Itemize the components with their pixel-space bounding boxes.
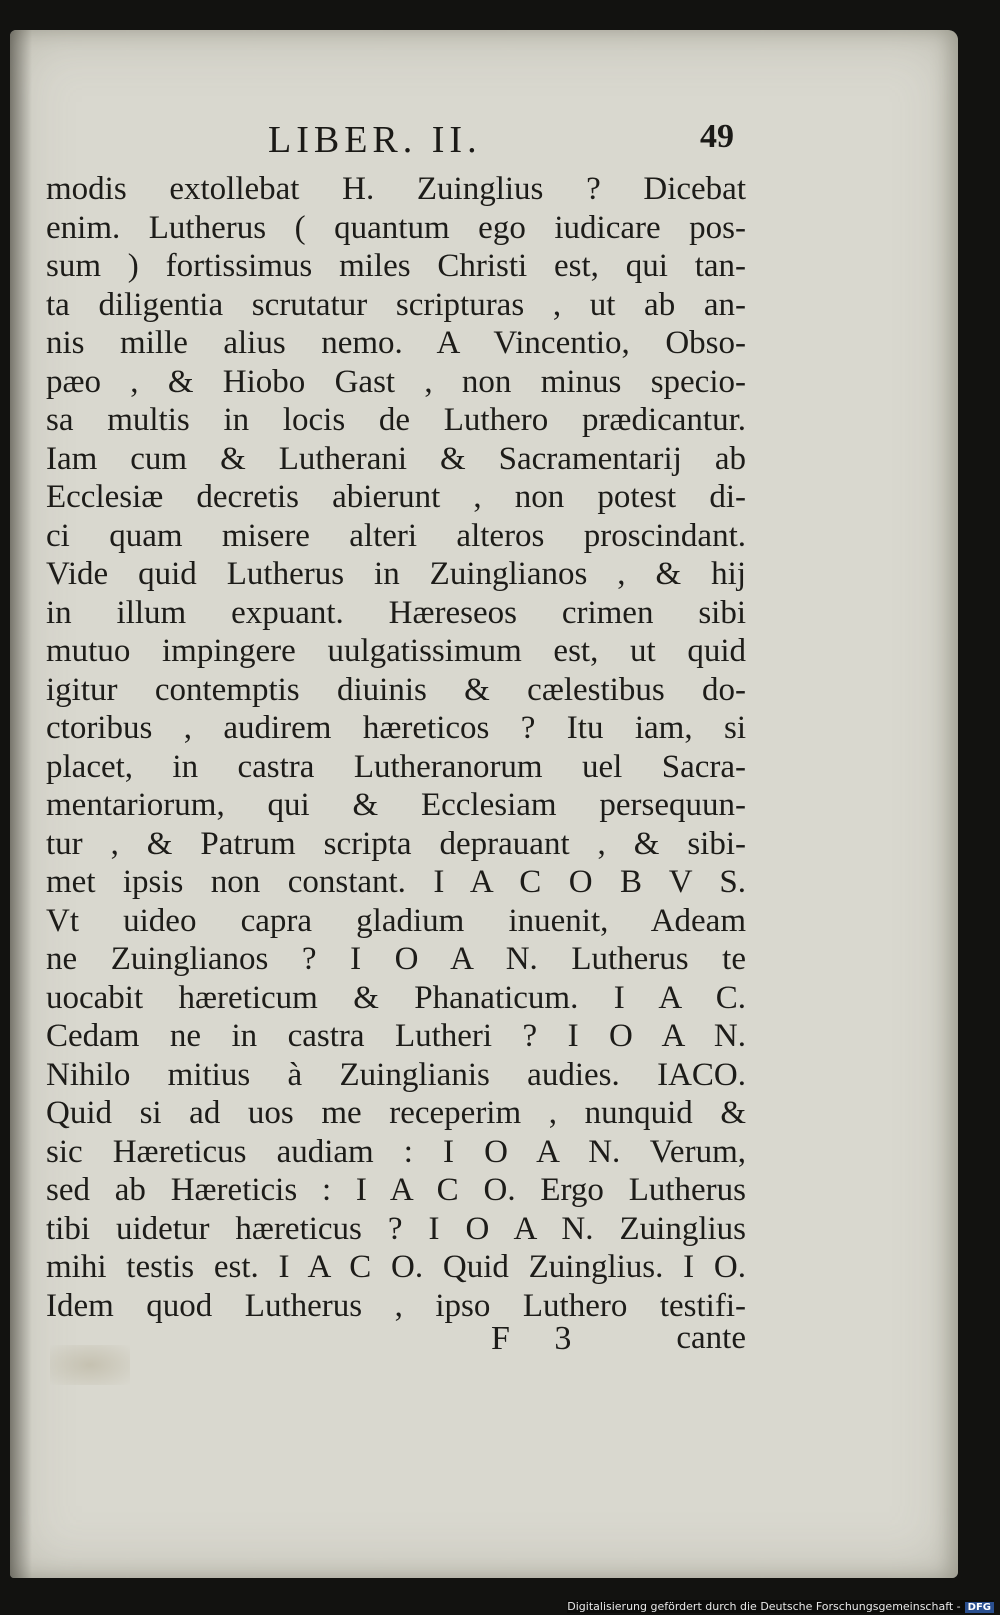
text-line: Iam cum & Lutherani & Sacramentarij ab [46,440,746,477]
page-spine-shadow [10,30,32,1578]
text-line: Cedam ne in castra Lutheri ? I O A N. [46,1018,746,1054]
page-header [10,110,958,170]
text-line: sa multis in locis de Luthero prædicantur. [46,402,746,438]
text-line: placet, in castra Lutheranorum uel Sacra- [46,748,746,785]
text-line: Vide quid Lutherus in Zuinglianos , & hij [46,556,746,592]
signature-mark: F 3 [491,1320,590,1357]
text-line: modis extollebat H. Zuinglius ? Dicebat [46,171,746,207]
text-line: ne Zuinglianos ? I O A N. Lutherus te [46,941,746,977]
running-title: LIBER. II. [268,119,482,161]
paper-stain [50,1345,130,1385]
digitization-credit [567,1600,994,1613]
credit-text: Digitalisierung gefördert durch die Deutsche Forschungsgemeinschaft - [567,1600,961,1613]
text-line: ta diligentia scrutatur scripturas , ut ab an- [46,286,746,323]
dfg-logo: DFG [965,1602,994,1613]
text-line: tibi uidetur hæreticus ? I O A N. Zuinglius [46,1210,746,1247]
text-block [46,170,746,1325]
text-line: Ecclesiæ decretis abierunt , non potest di- [46,479,746,515]
text-line: nis mille alius nemo. A Vincentio, Obso- [46,325,746,361]
text-line: mutuo impingere uulgatissimum est, ut quid [46,633,746,669]
folio-number: 49 [700,118,734,155]
text-line: uocabit hæreticum & Phanaticum. I A C. [46,979,746,1016]
text-line: tur , & Patrum scripta deprauant , & sibi- [46,825,746,862]
text-line: Idem quod Lutherus , ipso Luthero testifi- [46,1287,746,1324]
page-footer [46,1320,746,1370]
text-line: sum ) fortissimus miles Christi est, qui tan- [46,248,746,284]
text-line: sic Hæreticus audiam : I O A N. Verum, [46,1133,746,1170]
text-line: ci quam misere alteri alteros proscindant. [46,517,746,554]
text-line: Vt uideo capra gladium inuenit, Adeam [46,902,746,939]
text-line: mentariorum, qui & Ecclesiam persequun- [46,787,746,823]
text-line: igitur contemptis diuinis & cælestibus do- [46,671,746,708]
text-line: enim. Lutherus ( quantum ego iudicare pos- [46,209,746,246]
text-line: Nihilo mitius à Zuinglianis audies. IACO. [46,1056,746,1093]
text-line: met ipsis non constant. I A C O B V S. [46,864,746,900]
text-line: pæo , & Hiobo Gast , non minus specio- [46,363,746,400]
book-page [10,30,958,1578]
text-line: Quid si ad uos me receperim , nunquid & [46,1095,746,1131]
text-line: sed ab Hæreticis : I A C O. Ergo Lutherus [46,1172,746,1208]
catchword: cante [676,1320,746,1356]
text-line: ctoribus , audirem hæreticos ? Itu iam, si [46,710,746,746]
text-line: mihi testis est. I A C O. Quid Zuinglius. I O. [46,1249,746,1285]
text-line: in illum expuant. Hæreseos crimen sibi [46,594,746,631]
